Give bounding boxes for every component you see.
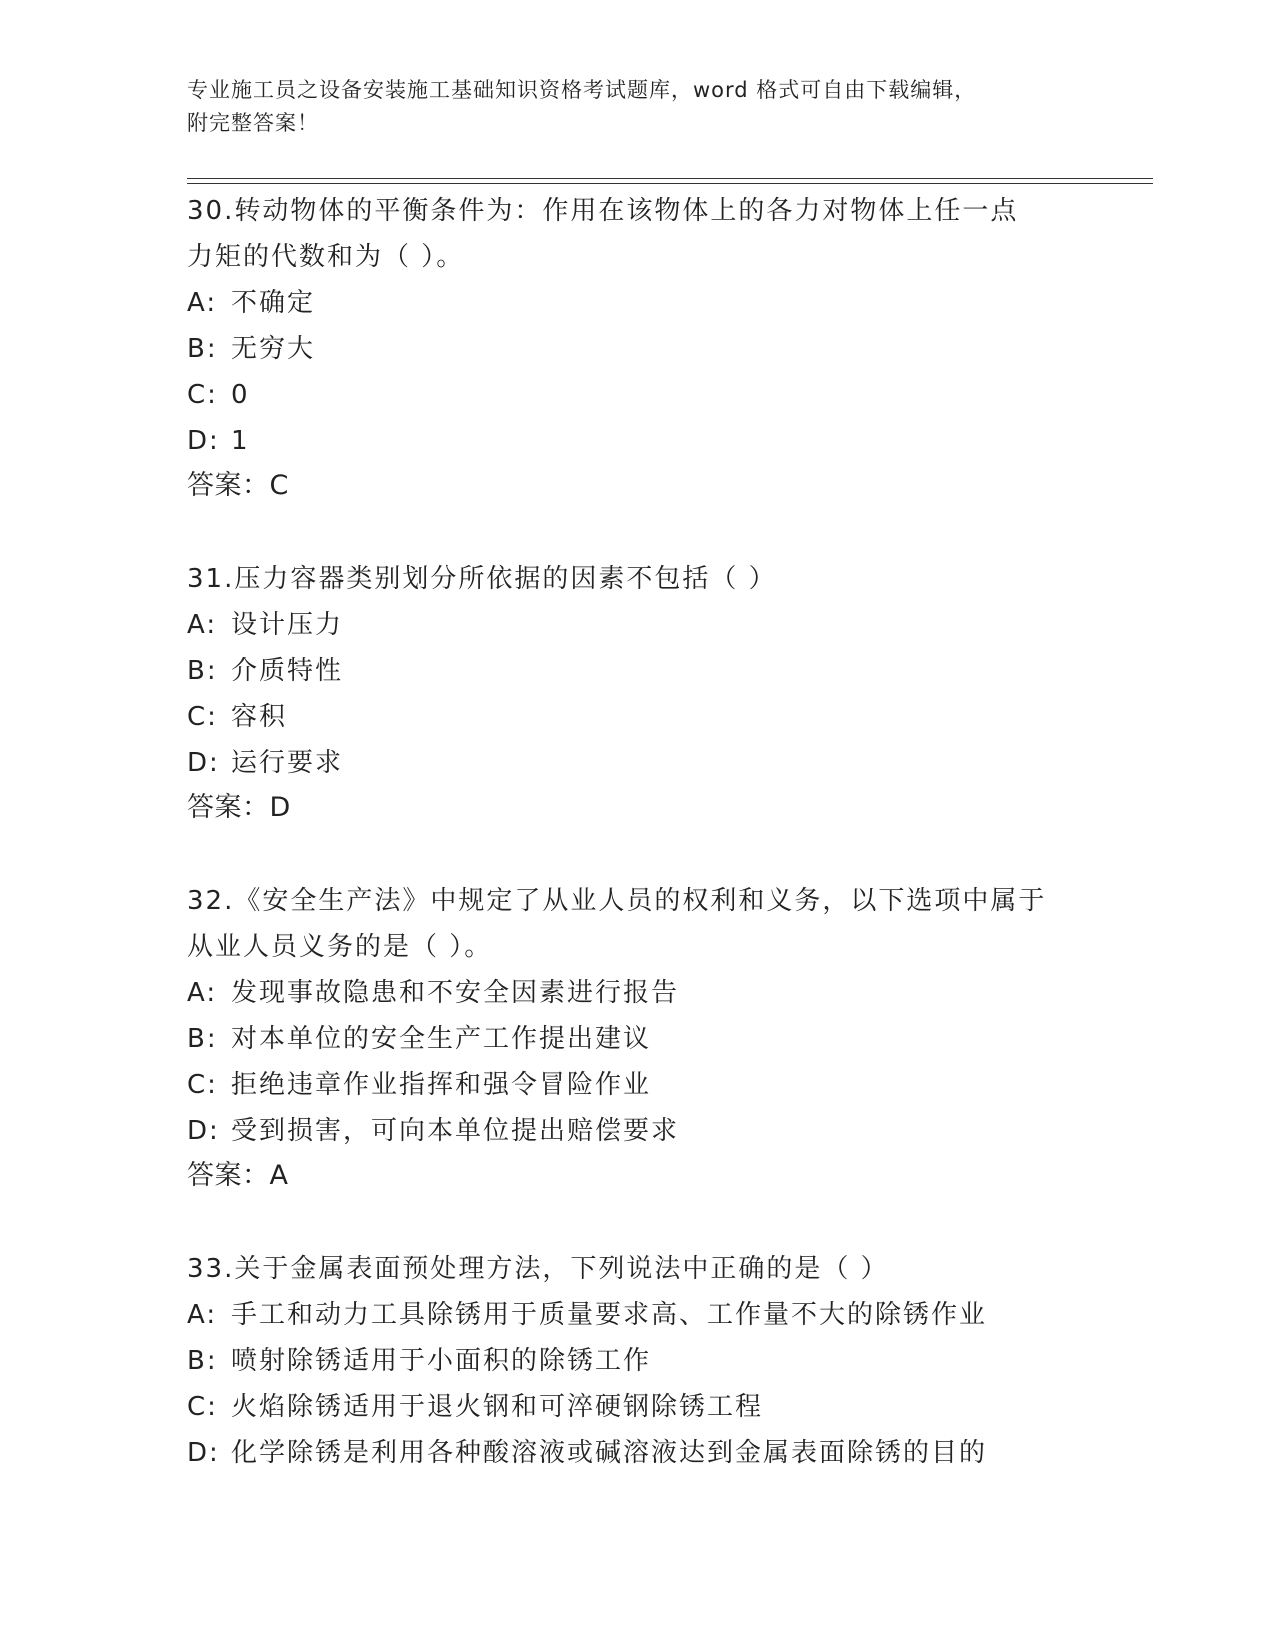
option-label: A: xyxy=(187,610,218,640)
option-label: A: xyxy=(187,978,218,1008)
option-a xyxy=(187,280,1087,326)
option-label: B: xyxy=(187,1346,218,1376)
option-label: A: xyxy=(187,1300,218,1330)
question-stem: 30.转动物体的平衡条件为：作用在该物体上的各力对物体上任一点力矩的代数和为（ ）。 xyxy=(187,196,1019,272)
option-text: 手工和动力工具除锈用于质量要求高、工作量不大的除锈作业 xyxy=(231,1300,988,1330)
option-label: B: xyxy=(187,334,218,364)
option-text: 拒绝违章作业指挥和强令冒险作业 xyxy=(231,1070,652,1100)
option-label: D: xyxy=(187,1116,220,1146)
option-b xyxy=(187,1338,1087,1384)
option-a xyxy=(187,602,1087,648)
option-label: C: xyxy=(187,1070,218,1100)
option-text: 不确定 xyxy=(231,288,316,318)
option-label: A: xyxy=(187,288,218,318)
question-spacer xyxy=(187,830,1087,878)
intro-line-2: 附完整答案！ xyxy=(187,111,319,135)
document-header xyxy=(187,74,1067,140)
question-stem: 32.《安全生产法》中规定了从业人员的权利和义务，以下选项中属于从业人员义务的是（ ）。 xyxy=(187,886,1047,962)
option-label: C: xyxy=(187,1392,218,1422)
option-label: D: xyxy=(187,1438,220,1468)
question-31 xyxy=(187,556,1087,830)
option-label: D: xyxy=(187,426,220,456)
option-text: 介质特性 xyxy=(231,656,344,686)
answer-line: 答案：D xyxy=(187,792,291,823)
option-text: 对本单位的安全生产工作提出建议 xyxy=(231,1024,652,1054)
option-d xyxy=(187,1108,1087,1154)
header-divider-top xyxy=(187,178,1153,179)
option-label: B: xyxy=(187,656,218,686)
option-text: 设计压力 xyxy=(231,610,344,640)
option-text: 容积 xyxy=(231,702,288,732)
option-c xyxy=(187,1384,1087,1430)
option-label: D: xyxy=(187,748,220,778)
question-33 xyxy=(187,1246,1087,1476)
option-text: 1 xyxy=(231,426,250,456)
question-spacer xyxy=(187,508,1087,556)
answer-line: 答案：A xyxy=(187,1160,289,1191)
option-label: B: xyxy=(187,1024,218,1054)
question-list xyxy=(187,188,1087,1476)
question-30 xyxy=(187,188,1087,508)
option-text: 发现事故隐患和不安全因素进行报告 xyxy=(231,978,680,1008)
option-text: 受到损害，可向本单位提出赔偿要求 xyxy=(231,1116,680,1146)
option-label: C: xyxy=(187,380,218,410)
option-d xyxy=(187,418,1087,464)
option-b xyxy=(187,1016,1087,1062)
option-b xyxy=(187,326,1087,372)
header-divider-bottom xyxy=(187,183,1153,184)
answer-line: 答案：C xyxy=(187,470,289,501)
option-text: 运行要求 xyxy=(231,748,344,778)
question-stem: 33.关于金属表面预处理方法，下列说法中正确的是（ ） xyxy=(187,1254,889,1284)
option-text: 火焰除锈适用于退火钢和可淬硬钢除锈工程 xyxy=(231,1392,764,1422)
option-d xyxy=(187,1430,1087,1476)
option-text: 化学除锈是利用各种酸溶液或碱溶液达到金属表面除锈的目的 xyxy=(231,1438,988,1468)
option-text: 无穷大 xyxy=(231,334,316,364)
intro-line-1: 专业施工员之设备安装施工基础知识资格考试题库，word 格式可自由下载编辑， xyxy=(187,78,977,102)
option-a xyxy=(187,1292,1087,1338)
option-d xyxy=(187,740,1087,786)
option-c xyxy=(187,372,1087,418)
question-spacer xyxy=(187,1198,1087,1246)
option-c xyxy=(187,694,1087,740)
option-label: C: xyxy=(187,702,218,732)
question-stem: 31.压力容器类别划分所依据的因素不包括（ ） xyxy=(187,564,777,594)
option-text: 喷射除锈适用于小面积的除锈工作 xyxy=(231,1346,652,1376)
option-c xyxy=(187,1062,1087,1108)
option-a xyxy=(187,970,1087,1016)
question-32 xyxy=(187,878,1087,1198)
option-b xyxy=(187,648,1087,694)
option-text: 0 xyxy=(231,380,250,410)
